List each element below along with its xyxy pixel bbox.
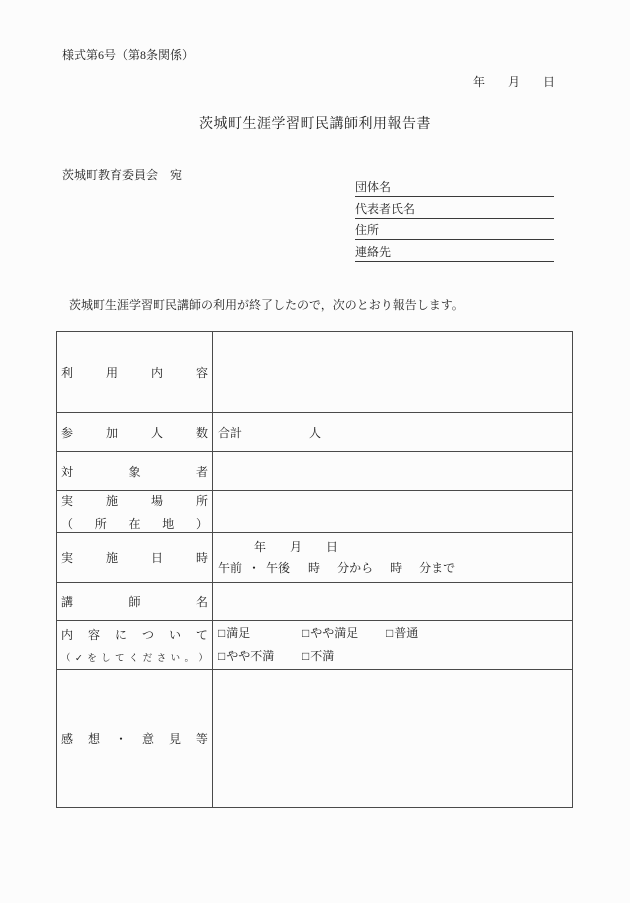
pm-label: 午後 (266, 560, 291, 575)
option-somewhat-dissatisfied (218, 645, 302, 668)
table-row-participants (57, 413, 573, 452)
table-row-instructor (57, 583, 573, 621)
hour-label: 時 (308, 560, 321, 575)
field-contact (355, 240, 554, 261)
checkbox-icon: □ (218, 649, 226, 663)
checkbox-icon: □ (218, 626, 226, 640)
date-line (473, 73, 555, 90)
instructor-value-cell (213, 583, 573, 621)
page-title: 茨城町生涯学習町民講師利用報告書 (199, 117, 431, 132)
ampm-group (218, 558, 290, 579)
rating-options-cell (213, 621, 573, 670)
rating-label: 内 容 に つ い て (61, 628, 208, 642)
place-label-cell (57, 491, 213, 533)
comments-label: 感 想 ・ 意 見 等 (61, 732, 208, 746)
date-day-label: 日 (542, 75, 555, 89)
rating-options-row1 (218, 622, 572, 645)
target-label: 対 象 者 (61, 464, 208, 479)
rating-options-row2 (218, 645, 572, 668)
field-label: 団体名 (355, 180, 392, 195)
option-somewhat-satisfied (302, 622, 386, 645)
table-row-comments (57, 670, 573, 808)
field-address (355, 219, 554, 240)
intro-sentence: 茨城町生涯学習町民講師の利用が終了したので，次のとおり報告します。 (69, 298, 464, 312)
checkbox-icon: □ (302, 649, 310, 663)
date-year-label: 年 (472, 75, 485, 89)
usage-value-cell (213, 332, 573, 413)
table-row-place (57, 491, 573, 533)
rating-label-cell (57, 621, 213, 670)
option-neutral (386, 622, 418, 645)
participants-label-cell (57, 413, 213, 452)
datetime-label-cell (57, 533, 213, 583)
option-label: 普通 (394, 626, 419, 640)
hour-label: 時 (390, 560, 403, 575)
month-label: 月 (290, 539, 303, 554)
total-label: 合計 (218, 425, 243, 440)
option-label: 満足 (226, 626, 251, 640)
ampm-dot: ・ (248, 560, 261, 575)
datetime-date-line (218, 537, 572, 558)
table-row-datetime (57, 533, 573, 583)
field-label: 住所 (355, 223, 380, 238)
instructor-label: 講 師 名 (61, 595, 208, 609)
field-representative-name (355, 197, 554, 218)
participants-label: 参 加 人 数 (61, 425, 208, 440)
option-label: 不満 (310, 649, 335, 663)
place-label-line1: 実 施 場 所 (61, 493, 208, 508)
checkbox-icon: □ (302, 626, 310, 640)
usage-label: 利 用 内 容 (61, 365, 208, 380)
table-row-usage (57, 332, 573, 413)
minute-from-label: 分から (337, 560, 374, 575)
comments-label-cell (57, 670, 213, 808)
checkbox-icon: □ (386, 626, 394, 640)
unit-label: 人 (309, 425, 322, 440)
usage-label-cell (57, 332, 213, 413)
time-group (308, 558, 455, 579)
participants-value-cell (213, 413, 573, 452)
option-label: やや不満 (226, 649, 275, 663)
table-row-target (57, 452, 573, 491)
place-label-line2: （ 所 在 地 ） (61, 516, 208, 531)
field-organization-name (355, 176, 554, 197)
participants-total-line (218, 424, 572, 441)
datetime-time-line (218, 558, 572, 579)
option-satisfied (218, 622, 302, 645)
contact-fields (355, 176, 554, 262)
date-month-label: 月 (507, 75, 520, 89)
form-number: 様式第6号（第8条関係） (62, 48, 195, 62)
datetime-label: 実 施 日 時 (61, 551, 208, 565)
instructor-label-cell (57, 583, 213, 621)
field-label: 代表者氏名 (355, 201, 416, 216)
option-dissatisfied (302, 645, 334, 668)
place-value-cell (213, 491, 573, 533)
field-label: 連絡先 (355, 244, 392, 259)
am-label: 午前 (218, 560, 243, 575)
target-value-cell (213, 452, 573, 491)
target-label-cell (57, 452, 213, 491)
table-row-rating (57, 621, 573, 670)
rating-note: （ ✓ を し て く だ さ い 。 ） (61, 654, 208, 664)
comments-value-cell (213, 670, 573, 808)
year-label: 年 (254, 539, 267, 554)
minute-to-label: 分まで (419, 560, 456, 575)
report-table (56, 331, 573, 808)
day-label: 日 (326, 539, 339, 554)
datetime-value-cell (213, 533, 573, 583)
addressee: 茨城町教育委員会 宛 (62, 168, 183, 182)
option-label: やや満足 (310, 626, 359, 640)
